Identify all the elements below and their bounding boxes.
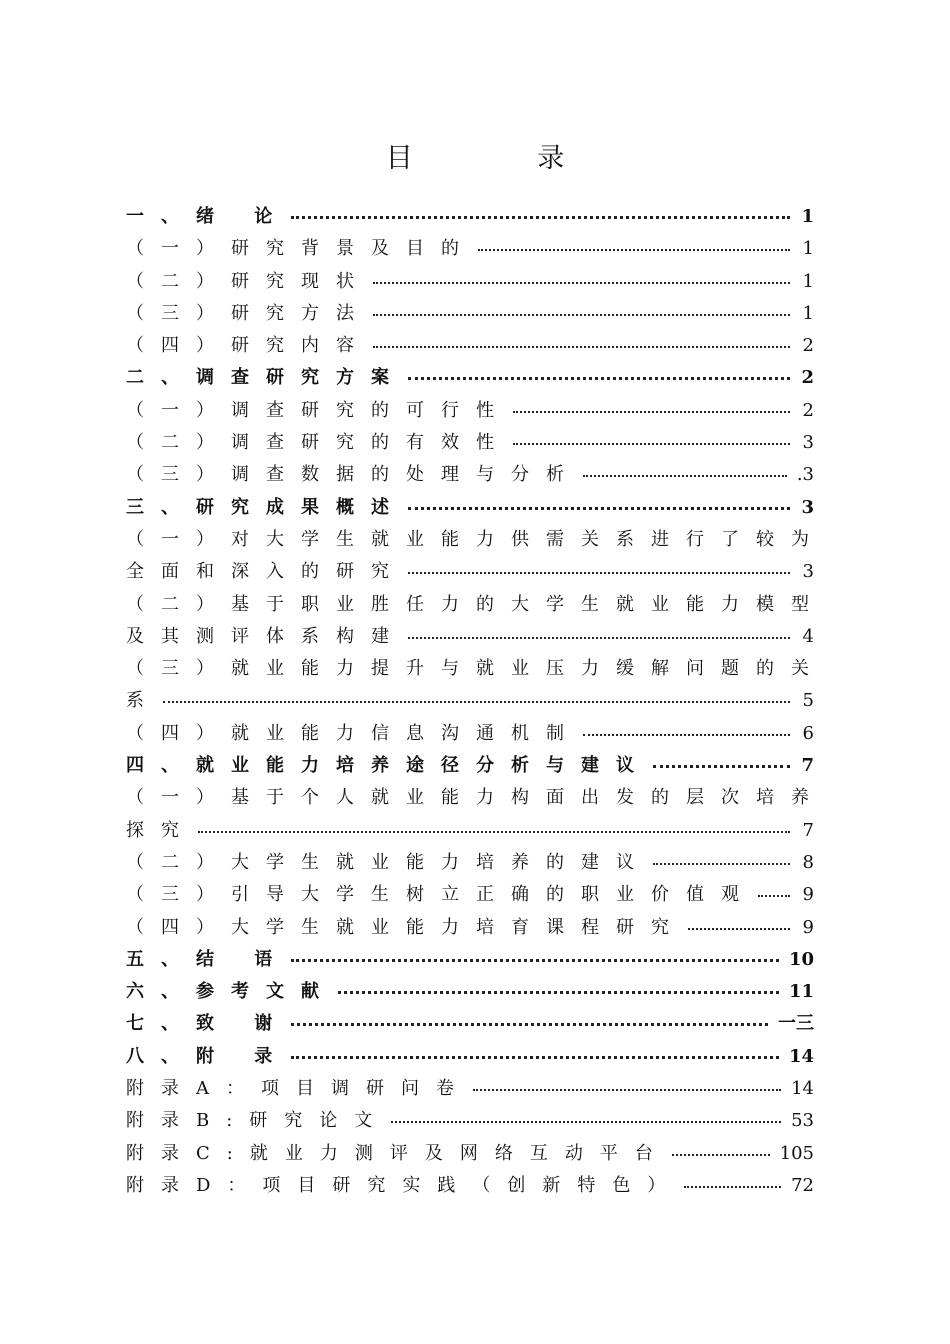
toc-entry-label-line1: （一）基于个人就业能力构面出发的层次培养 (126, 787, 826, 809)
toc-chapter-entry[interactable] (126, 1042, 826, 1074)
toc-page-number: 7 (801, 755, 814, 777)
toc-page-number: 9 (802, 916, 814, 938)
toc-entry-label: 五、结 语 (126, 948, 290, 970)
toc-entry-label: 系 (126, 690, 161, 712)
dot-leader (373, 282, 790, 284)
toc-page-number: 14 (788, 1045, 814, 1067)
dot-leader (684, 1186, 781, 1188)
toc-page-number: 11 (788, 981, 814, 1003)
toc-chapter-entry[interactable] (126, 945, 826, 977)
toc-entry-label: 附录D：项目研究实践（创新特色） (126, 1174, 683, 1196)
toc-entry-label: （一）调查研究的可行性 (126, 399, 511, 421)
toc-entry-label: （一）研究背景及目的 (126, 238, 476, 260)
dot-leader (338, 991, 779, 994)
toc-chapter-entry[interactable] (126, 202, 826, 234)
toc-page-number: 1 (802, 270, 814, 292)
toc-section-entry[interactable] (126, 557, 826, 589)
table-of-contents (126, 202, 826, 1203)
toc-page-number: 3 (801, 496, 814, 518)
dot-leader (408, 507, 790, 510)
toc-section-entry[interactable] (126, 686, 826, 718)
toc-section-entry[interactable] (126, 1074, 826, 1106)
toc-page-number: 6 (802, 722, 814, 744)
dot-leader (513, 443, 790, 445)
toc-section-entry[interactable] (126, 299, 826, 331)
toc-section-entry[interactable] (126, 848, 826, 880)
toc-page-number: 2 (801, 367, 814, 389)
toc-entry-label: （三）调查数据的处理与分析 (126, 464, 581, 486)
toc-page-number: 4 (802, 625, 814, 647)
dot-leader (373, 314, 790, 316)
toc-entry-label-line1: （三）就业能力提升与就业压力缓解问题的关 (126, 658, 826, 680)
toc-section-entry[interactable] (126, 1106, 826, 1138)
toc-entry-label: 四、就业能力培养途径分析与建议 (126, 755, 651, 777)
toc-entry-label-line1: （一）对大学生就业能力供需关系进行了较为 (126, 528, 826, 550)
toc-entry-label: 附录C:就业力测评及网络互动平台 (126, 1142, 670, 1164)
toc-page-number: 10 (788, 948, 814, 970)
toc-entry-label: （四）大学生就业能力培育课程研究 (126, 916, 686, 938)
toc-section-entry[interactable] (126, 719, 826, 751)
dot-leader (291, 1056, 779, 1059)
dot-leader (291, 216, 790, 219)
toc-page-number: 3 (802, 561, 814, 583)
toc-page-number: 105 (779, 1142, 814, 1164)
toc-entry-label: （三）研究方法 (126, 302, 371, 324)
toc-page-number: 一三 (778, 1013, 814, 1035)
toc-section-entry[interactable] (126, 622, 826, 654)
toc-page-number: 3 (802, 432, 814, 454)
toc-page-number: 9 (802, 884, 814, 906)
toc-page-number: 2 (802, 399, 814, 421)
toc-entry-label: 八、附 录 (126, 1045, 290, 1067)
dot-leader (391, 1121, 781, 1123)
toc-entry-label: 附录B:研究论文 (126, 1110, 390, 1132)
dot-leader (653, 765, 790, 768)
dot-leader (198, 831, 790, 833)
toc-section-entry[interactable] (126, 331, 826, 363)
toc-section-entry[interactable] (126, 396, 826, 428)
toc-page-number: 8 (802, 851, 814, 873)
toc-section-entry[interactable] (126, 913, 826, 945)
dot-leader (163, 701, 790, 703)
toc-entry-first-line (126, 590, 826, 622)
toc-section-entry[interactable] (126, 234, 826, 266)
dot-leader (291, 1023, 768, 1026)
dot-leader (473, 1089, 781, 1091)
dot-leader (688, 928, 790, 930)
toc-entry-label: 六、参考文献 (126, 981, 336, 1003)
dot-leader (478, 249, 790, 251)
dot-leader (583, 475, 787, 477)
toc-entry-first-line (126, 654, 826, 686)
toc-section-entry[interactable] (126, 1171, 826, 1203)
dot-leader (408, 572, 790, 574)
toc-section-entry[interactable] (126, 1139, 826, 1171)
dot-leader (291, 959, 779, 962)
dot-leader (758, 895, 790, 897)
toc-entry-label-line1: （二）基于职业胜任力的大学生就业能力模型 (126, 593, 826, 615)
toc-page-number: 1 (802, 238, 814, 260)
toc-entry-label: （二）研究现状 (126, 270, 371, 292)
toc-section-entry[interactable] (126, 460, 826, 492)
toc-chapter-entry[interactable] (126, 977, 826, 1009)
dot-leader (672, 1154, 770, 1156)
toc-entry-label: （二）调查研究的有效性 (126, 432, 511, 454)
toc-page-number: 1 (802, 302, 814, 324)
toc-entry-label: （三）引导大学生树立正确的职业价值观 (126, 884, 756, 906)
toc-chapter-entry[interactable] (126, 363, 826, 395)
toc-page-number: 14 (791, 1078, 814, 1100)
toc-chapter-entry[interactable] (126, 1009, 826, 1041)
toc-entry-label: 探究 (126, 819, 196, 841)
toc-entry-label: 及其测评体系构建 (126, 625, 406, 647)
toc-entry-label: （四）就业能力信息沟通机制 (126, 722, 581, 744)
toc-page-number: 53 (791, 1110, 814, 1132)
toc-page-number: 2 (802, 335, 814, 357)
toc-entry-first-line (126, 525, 826, 557)
toc-entry-label: （四）研究内容 (126, 335, 371, 357)
toc-page-number: 5 (802, 690, 814, 712)
toc-entry-label: 一、绪 论 (126, 206, 290, 227)
toc-page-number: 72 (791, 1174, 814, 1196)
toc-chapter-entry[interactable] (126, 493, 826, 525)
toc-page-number: 7 (802, 819, 814, 841)
toc-chapter-entry[interactable] (126, 751, 826, 783)
toc-entry-label: 二、调查研究方案 (126, 367, 406, 389)
dot-leader (653, 863, 790, 865)
dot-leader (408, 637, 790, 639)
toc-page-number: 1 (801, 206, 814, 227)
dot-leader (408, 377, 790, 380)
toc-entry-label: 三、研究成果概述 (126, 496, 406, 518)
toc-entry-label: 附录A：项目调研问卷 (126, 1078, 471, 1100)
dot-leader (583, 734, 790, 736)
toc-section-entry[interactable] (126, 880, 826, 912)
toc-entry-label: 七、致 谢 (126, 1013, 290, 1035)
page-title: 目 录 (385, 143, 623, 174)
toc-section-entry[interactable] (126, 428, 826, 460)
toc-section-entry[interactable] (126, 267, 826, 299)
dot-leader (373, 346, 790, 348)
toc-page-number: .3 (796, 464, 814, 486)
toc-entry-label: 全面和深入的研究 (126, 561, 406, 583)
toc-section-entry[interactable] (126, 816, 826, 848)
dot-leader (513, 411, 790, 413)
toc-entry-label: （二）大学生就业能力培养的建议 (126, 851, 651, 873)
toc-entry-first-line (126, 783, 826, 815)
